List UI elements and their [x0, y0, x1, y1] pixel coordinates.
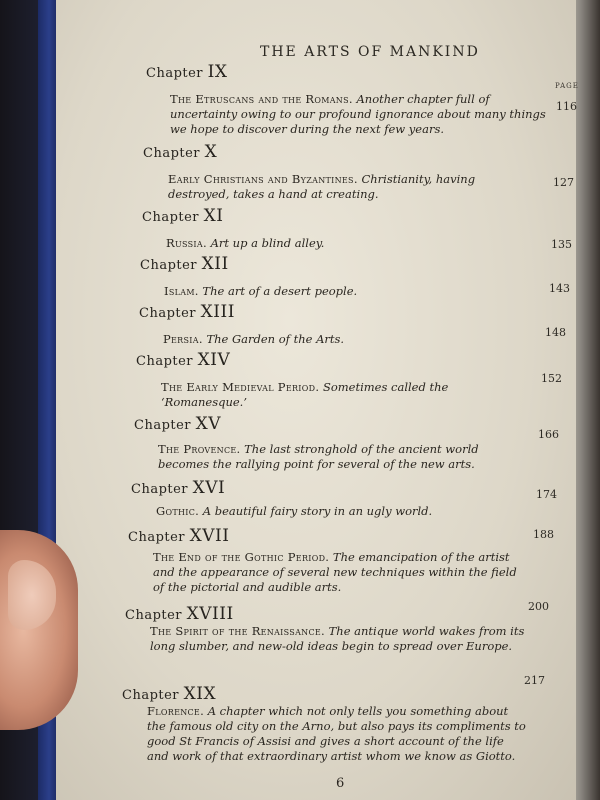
chapter-numeral: X [204, 142, 218, 162]
chapter-subject: Persia. [163, 332, 203, 346]
chapter-heading [140, 254, 229, 274]
chapter-numeral: XVII [189, 526, 230, 546]
chapter-description [153, 550, 529, 595]
chapter-numeral: XVIII [186, 604, 234, 624]
page-number: 166 [538, 428, 559, 441]
page-number: 135 [551, 238, 572, 251]
chapter-heading [146, 62, 228, 82]
chapter-summary: A beautiful fairy story in an ugly world. [202, 504, 433, 518]
chapter-heading [139, 302, 235, 322]
page-number: 188 [533, 528, 554, 541]
chapter-summary: Sometimes called the ‘Romanesque.’ [161, 380, 449, 409]
chapter-numeral: XV [195, 414, 222, 434]
chapter-numeral: XVI [192, 478, 226, 498]
chapter-summary: Another chapter full of uncertainty owing to our profound ignorance about many things we hope to discover during the next few years. [170, 92, 546, 136]
chapter-subject: The Spirit of the Renaissance. [150, 624, 325, 638]
page-number: 200 [528, 600, 549, 613]
chapter-summary: A chapter which not only tells you something about the famous old city on the Arno, but also pays its compliments to good St Francis of Assisi and gives a short account of the life and work of that extraordinary artist whom we know as Giotto. [147, 704, 526, 763]
page-column-label: PAGE [555, 82, 579, 90]
chapter-numeral: XIX [183, 684, 217, 704]
chapter-summary: The last stronghold of the ancient world becomes the rallying point for several of the new arts. [158, 442, 479, 471]
chapter-subject: The Early Medieval Period. [161, 380, 320, 394]
chapter-heading [142, 206, 224, 226]
chapter-subject: Russia. [166, 236, 207, 250]
chapter-label: Chapter [146, 66, 204, 81]
chapter-description [168, 172, 540, 202]
chapter-heading [136, 350, 230, 370]
chapter-numeral: XIII [200, 302, 235, 322]
chapter-subject: Florence. [147, 704, 205, 718]
page-number: 143 [549, 282, 570, 295]
chapter-heading [128, 526, 229, 546]
chapter-summary: The art of a desert people. [202, 284, 358, 298]
chapter-description [163, 332, 553, 347]
chapter-label: Chapter [131, 482, 189, 497]
thumb [0, 530, 78, 730]
chapter-summary: The Garden of the Arts. [206, 332, 345, 346]
page-number: 152 [541, 372, 562, 385]
chapter-heading [125, 604, 234, 624]
page-number: 116 [556, 100, 577, 113]
chapter-subject: Gothic. [156, 504, 200, 518]
chapter-label: Chapter [128, 530, 186, 545]
chapter-heading [122, 684, 216, 704]
chapter-label: Chapter [139, 306, 197, 321]
chapter-description [170, 92, 548, 137]
page-number: 174 [536, 488, 557, 501]
chapter-heading [134, 414, 221, 434]
page-number: 148 [545, 326, 566, 339]
chapter-description [156, 504, 546, 519]
chapter-description [147, 704, 527, 764]
page-folio: 6 [336, 776, 345, 791]
chapter-label: Chapter [140, 258, 198, 273]
chapter-numeral: XI [203, 206, 224, 226]
chapter-description [158, 442, 530, 472]
chapter-description [164, 284, 554, 299]
chapter-subject: Early Christians and Byzantines. [168, 172, 358, 186]
chapter-label: Chapter [142, 210, 200, 225]
chapter-numeral: IX [207, 62, 228, 82]
chapter-description [166, 236, 556, 251]
page-number: 217 [524, 674, 545, 687]
chapter-label: Chapter [122, 688, 180, 703]
chapter-subject: The Provence. [158, 442, 241, 456]
chapter-subject: Islam. [164, 284, 199, 298]
chapter-numeral: XIV [197, 350, 231, 370]
chapter-label: Chapter [125, 608, 183, 623]
chapter-label: Chapter [136, 354, 194, 369]
chapter-description [161, 380, 529, 410]
chapter-numeral: XII [201, 254, 229, 274]
chapter-summary: The emancipation of the artist and the appearance of several new techniques within the field of the pictorial and audible arts. [153, 550, 517, 594]
running-head: THE ARTS OF MANKIND [260, 44, 480, 60]
chapter-subject: The Etruscans and the Romans. [170, 92, 353, 106]
chapter-description [150, 624, 526, 654]
chapter-label: Chapter [143, 146, 201, 161]
chapter-summary: The antique world wakes from its long slumber, and new-old ideas begin to spread over Europe. [150, 624, 525, 653]
page-number: 127 [553, 176, 574, 189]
chapter-label: Chapter [134, 418, 192, 433]
chapter-heading [143, 142, 217, 162]
chapter-heading [131, 478, 225, 498]
chapter-summary: Art up a blind alley. [210, 236, 325, 250]
chapter-subject: The End of the Gothic Period. [153, 550, 330, 564]
chapter-summary: Christianity, having destroyed, takes a hand at creating. [168, 172, 476, 201]
